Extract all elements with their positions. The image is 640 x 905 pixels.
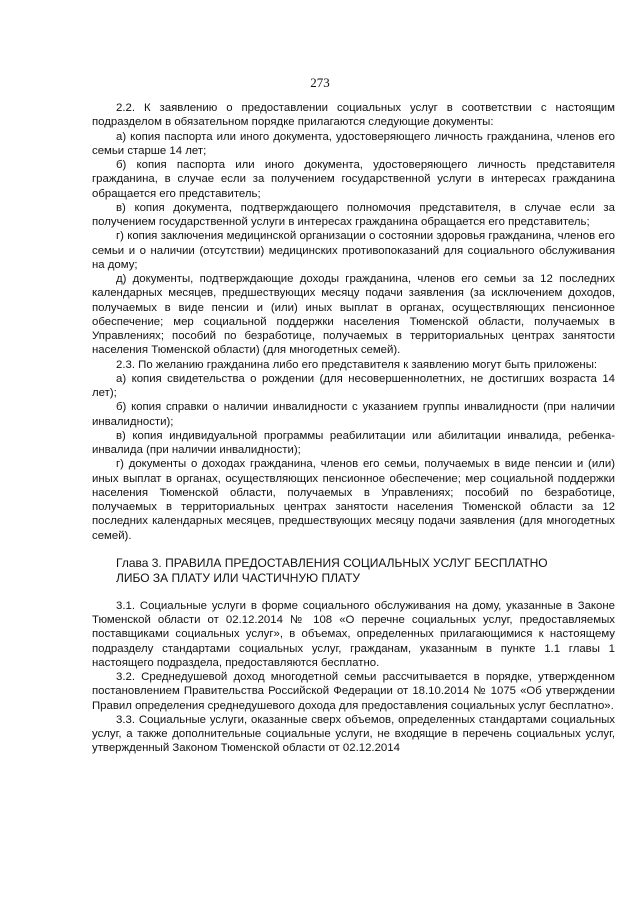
spacer [92, 586, 615, 599]
chapter-title-line-2: ЛИБО ЗА ПЛАТУ ИЛИ ЧАСТИЧНУЮ ПЛАТУ [116, 570, 361, 585]
spacer [92, 543, 615, 556]
paragraph-3-2: 3.2. Среднедушевой доход многодетной семьи рассчитывается в порядке, утвержденном постановлением Правительства Российской Федерации от 18.10.2014 № 1075 «Об утверждении Правил определения среднедушевого дохода для предоставления социальных услуг бесплатно». [92, 671, 615, 712]
chapter-title-line-1: Глава 3. ПРАВИЛА ПРЕДОСТАВЛЕНИЯ СОЦИАЛЬНЫХ УСЛУГ БЕСПЛАТНО [116, 555, 548, 570]
document-body [92, 101, 615, 756]
paragraph-3-3: 3.3. Социальные услуги, оказанные сверх объемов, определенных стандартами социальных услуг, а также дополнительные социальные услуги, не входящие в перечень социальных услуг, утвержденный Законом Тюменской области от 02.12.2014 [92, 713, 615, 755]
list-item-b: б) копия паспорта или иного документа, удостоверяющего личность представителя гражданина, в случае если за получением государственной услуги в интересах гражданина обращается его представитель; [92, 159, 615, 200]
list-item-v: в) копия индивидуальной программы реабилитации или абилитации инвалида, ребенка-инвалида (при наличии инвалидности); [92, 429, 615, 456]
list-item-v: в) копия документа, подтверждающего полномочия представителя, в случае если за получением государственной услуги в интересах гражданина обращается его представитель; [92, 201, 615, 228]
list-item-a: а) копия свидетельства о рождении (для несовершеннолетних, не достигших возраста 14 лет); [92, 372, 615, 399]
list-item-a: а) копия паспорта или иного документа, удостоверяющего личность гражданина, членов его семьи старше 14 лет; [92, 130, 615, 157]
paragraph-2-3: 2.3. По желанию гражданина либо его представителя к заявлению могут быть приложены: [116, 358, 598, 371]
list-item-g: г) документы о доходах гражданина, членов его семьи, получаемых в виде пенсии и (или) иных выплат в органах, осуществляющих пенсионное обеспечение; мер социальной поддержки населения Тюменской области, получаемых в Управлениях; пособий по безработице, получаемых в территориальных центрах занятости населения Тюменской области за 12 последних календарных месяцев, предшествующих месяцу подачи заявления (для многодетных семей). [92, 458, 615, 542]
list-item-b: б) копия справки о наличии инвалидности с указанием группы инвалидности (при наличии инвалидности); [92, 401, 615, 428]
paragraph-3-1: 3.1. Социальные услуги в форме социального обслуживания на дому, указанные в Законе Тюменской области от 02.12.2014 № 108 «О перечне социальных услуг, предоставляемых поставщиками социальных услуг», в объемах, определенных прилагающимися к настоящему подразделу стандартами социальных услуг, гражданам, указанным в пункте 1.1 главы 1 настоящего подраздела, предоставляются бесплатно. [92, 599, 615, 669]
list-item-d: д) документы, подтверждающие доходы гражданина, членов его семьи за 12 последних календарных месяцев, предшествующих месяцу подачи заявления (за исключением доходов, получаемых в виде пенсии и (или) иных выплат в органах, осуществляющих пенсионное обеспечение; мер социальной поддержки населения Тюменской области, получаемых в Управлениях; пособий по безработице, получаемых в территориальных центрах занятости населения Тюменской области) (для многодетных семей). [92, 273, 615, 357]
paragraph-2-2: 2.2. К заявлению о предоставлении социальных услуг в соответствии с настоящим подразделом в обязательном порядке прилагаются следующие документы: [92, 102, 615, 129]
page-number: 273 [310, 75, 330, 90]
list-item-g: г) копия заключения медицинской организации о состоянии здоровья гражданина, членов его семьи и о наличии (отсутствии) медицинских противопоказаний для социального обслуживания на дому; [92, 230, 615, 271]
